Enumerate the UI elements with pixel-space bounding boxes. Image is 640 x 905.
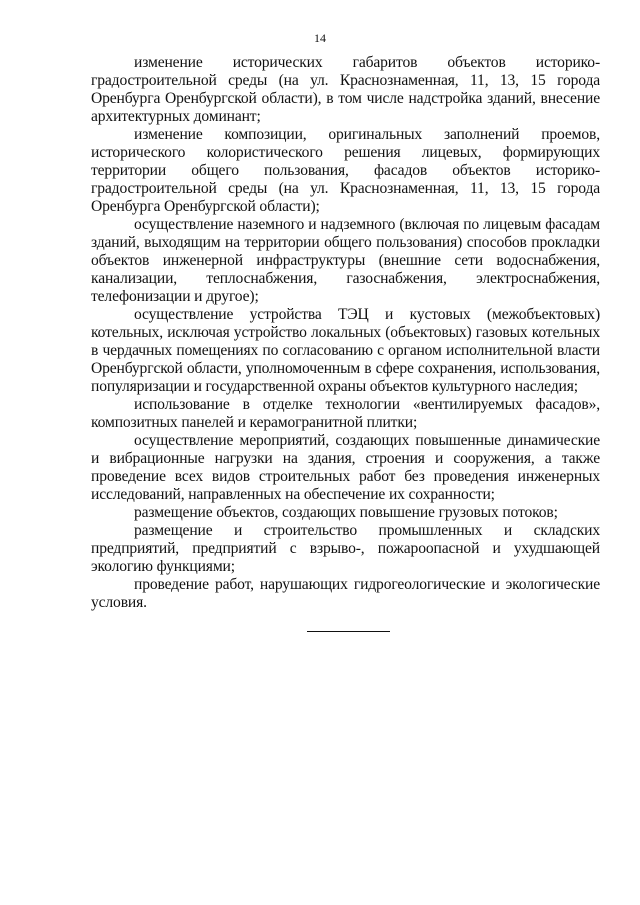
end-of-text-rule — [307, 631, 390, 632]
paragraph-2: изменение композиции, оригинальных заполнений проемов, исторического колористического решения лицевых, формирующих территории общего пользования, фасадов объектов историко-градостроительной среды (на ул. Краснознаменная, 11, 13, 15 города Оренбурга Оренбургской области); — [91, 126, 600, 215]
paragraph-1: изменение исторических габаритов объектов историко-градостроительной среды (на ул. Краснознаменная, 11, 13, 15 города Оренбурга Оренбургской области), в том числе надстройка зданий, внесение архитектурных доминант; — [91, 54, 600, 125]
paragraph-8: размещение и строительство промышленных и складских предприятий, предприятий с взрыво-, пожароопасной и ухудшающей экологию функциями; — [91, 522, 600, 575]
paragraph-4: осуществление устройства ТЭЦ и кустовых (межобъектовых) котельных, исключая устройство локальных (объектовых) газовых котельных в чердачных помещениях по согласованию с органом исполнительной власти Оренбургской области, уполномоченным в сфере сохранения, использования, популяризации и государственной охраны объектов культурного наследия; — [91, 306, 600, 395]
paragraph-9: проведение работ, нарушающих гидрогеологические и экологические условия. — [91, 576, 600, 611]
paragraph-5: использование в отделке технологии «вентилируемых фасадов», композитных панелей и керамогранитной плитки; — [91, 396, 600, 431]
paragraph-3: осуществление наземного и надземного (включая по лицевым фасадам зданий, выходящим на территории общего пользования) способов прокладки объектов инженерной инфраструктуры (внешние сети водоснабжения, канализации, теплоснабжения, газоснабжения, электроснабжения, телефонизации и другое); — [91, 216, 600, 305]
paragraph-6: осуществление мероприятий, создающих повышенные динамические и вибрационные нагрузки на здания, строения и сооружения, а также проведение всех видов строительных работ без проведения инженерных исследований, направленных на обеспечение их сохранности; — [91, 432, 600, 503]
paragraph-7: размещение объектов, создающих повышение грузовых потоков; — [134, 504, 558, 521]
page-number: 14 — [314, 31, 326, 45]
document-body — [91, 54, 600, 612]
